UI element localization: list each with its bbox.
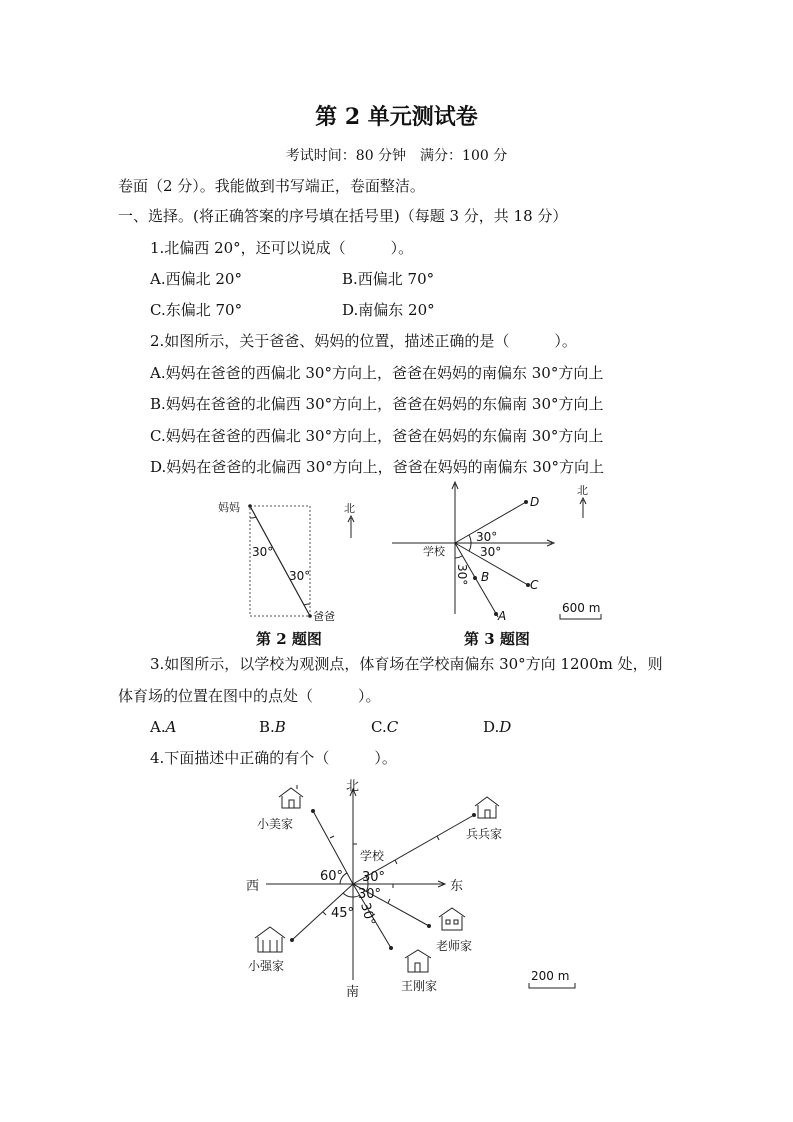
q2-stem: 2.如图所示，关于爸爸、妈妈的位置，描述正确的是（ ）。 — [150, 332, 577, 350]
q1-option-c[interactable]: C.东偏北 70° — [150, 301, 243, 319]
house-icon — [279, 785, 303, 808]
figure-q2-line — [250, 506, 310, 616]
q2-option-b[interactable]: B.妈妈在爸爸的北偏西 30°方向上，爸爸在妈妈的东偏南 30°方向上 — [150, 395, 604, 413]
house-icon — [255, 927, 285, 952]
figure-q3-north-label: 北 — [577, 484, 588, 497]
q3-option-c[interactable]: C.C — [371, 718, 399, 736]
q3-option-d[interactable]: D.D — [483, 718, 512, 736]
figure-q3-scale-label: 600 m — [562, 601, 601, 615]
figure-q2-arc-bottom — [304, 604, 310, 605]
q3-stem-line2: 体育场的位置在图中的点处（ ）。 — [118, 687, 381, 705]
figure-q4-angle-30a: 30° — [362, 870, 386, 885]
figure-q2-mom-point — [248, 504, 252, 508]
figure-q4-angle-30b: 30° — [358, 887, 382, 902]
q1-stem: 1.北偏西 20°，还可以说成（ ）。 — [150, 239, 414, 257]
figure-q3-caption: 第 3 题图 — [464, 630, 530, 648]
figure-q4-bingbing-label: 兵兵家 — [466, 827, 503, 841]
house-icon — [439, 908, 465, 930]
q1-option-b[interactable]: B.西偏北 70° — [342, 270, 435, 288]
exam-info: 考试时间：80 分钟 满分：100 分 — [285, 148, 508, 164]
q3-stem-line1: 3.如图所示，以学校为观测点，体育场在学校南偏东 30°方向 1200m 处，则 — [150, 655, 663, 673]
figure-q2-dad-point — [308, 614, 312, 618]
figure-q3-point-d — [524, 500, 528, 504]
figure-q2-angle-2: 30° — [289, 569, 311, 583]
figure-q3-label-a: A — [498, 609, 507, 623]
figure-q4-xiaoqiang-label: 小强家 — [248, 959, 285, 973]
figure-q4-xiaomei-label: 小美家 — [257, 817, 294, 831]
figure-q4-scale-label: 200 m — [531, 969, 570, 983]
figure-q4-wanggang-label: 王刚家 — [401, 979, 438, 993]
figure-q3-label-d: D — [530, 495, 540, 509]
figure-q2-dad-label: 爸爸 — [313, 610, 335, 623]
figure-q3-angle-c: 30° — [480, 545, 502, 559]
figure-q3-label-c: C — [530, 578, 539, 592]
figure-q4-south-label: 南 — [346, 985, 360, 1000]
q2-option-c[interactable]: C.妈妈在爸爸的西偏北 30°方向上，爸爸在妈妈的东偏南 30°方向上 — [150, 427, 604, 445]
q4-stem: 4.下面描述中正确的有个（ ）。 — [150, 749, 397, 767]
q1-option-d[interactable]: D.南偏东 20° — [342, 301, 435, 319]
figure-q4-north-label: 北 — [346, 779, 360, 794]
figure-q4-west-label: 西 — [246, 879, 260, 894]
figure-q4-school-label: 学校 — [360, 849, 385, 863]
figure-q2-north-label: 北 — [344, 502, 355, 515]
figure-q3-angle-b: 30° — [455, 564, 469, 586]
figure-q4-angle-30c: 30° — [357, 901, 378, 928]
page-title: 第 2 单元测试卷 — [315, 104, 478, 130]
house-icon — [405, 950, 431, 972]
q2-option-d[interactable]: D.妈妈在爸爸的北偏西 30°方向上，爸爸在妈妈的南偏东 30°方向上 — [150, 458, 604, 476]
figure-q4-laoshi-label: 老师家 — [436, 939, 473, 953]
section-heading: 一、选择。(将正确答案的序号填在括号里)（每题 3 分，共 18 分） — [118, 207, 568, 225]
figure-q3-school-label: 学校 — [423, 545, 445, 558]
figure-q2-caption: 第 2 题图 — [256, 630, 322, 648]
q2-option-a[interactable]: A.妈妈在爸爸的西偏北 30°方向上，爸爸在妈妈的南偏东 30°方向上 — [150, 364, 604, 382]
figure-q3-angle-d: 30° — [476, 530, 498, 544]
intro-text: 卷面（2 分）。我能做到书写端正，卷面整洁。 — [118, 177, 425, 195]
figure-q4-angle-60: 60° — [320, 869, 344, 884]
figure-q2-mom-label: 妈妈 — [218, 501, 240, 514]
figure-q4-east-label: 东 — [450, 879, 464, 894]
figure-q3-point-b — [473, 576, 477, 580]
q3-option-a[interactable]: A.A — [150, 718, 177, 736]
q1-option-a[interactable]: A.西偏北 20° — [150, 270, 242, 288]
figure-q3-label-b: B — [481, 570, 490, 584]
q3-option-b[interactable]: B.B — [259, 718, 286, 736]
house-icon — [475, 797, 499, 818]
figure-q2-angle-1: 30° — [252, 545, 274, 559]
figure-q4-angle-45: 45° — [331, 906, 355, 921]
figure-q2-arc-top — [250, 517, 256, 518]
figure-q4-scale-bar — [529, 983, 575, 988]
